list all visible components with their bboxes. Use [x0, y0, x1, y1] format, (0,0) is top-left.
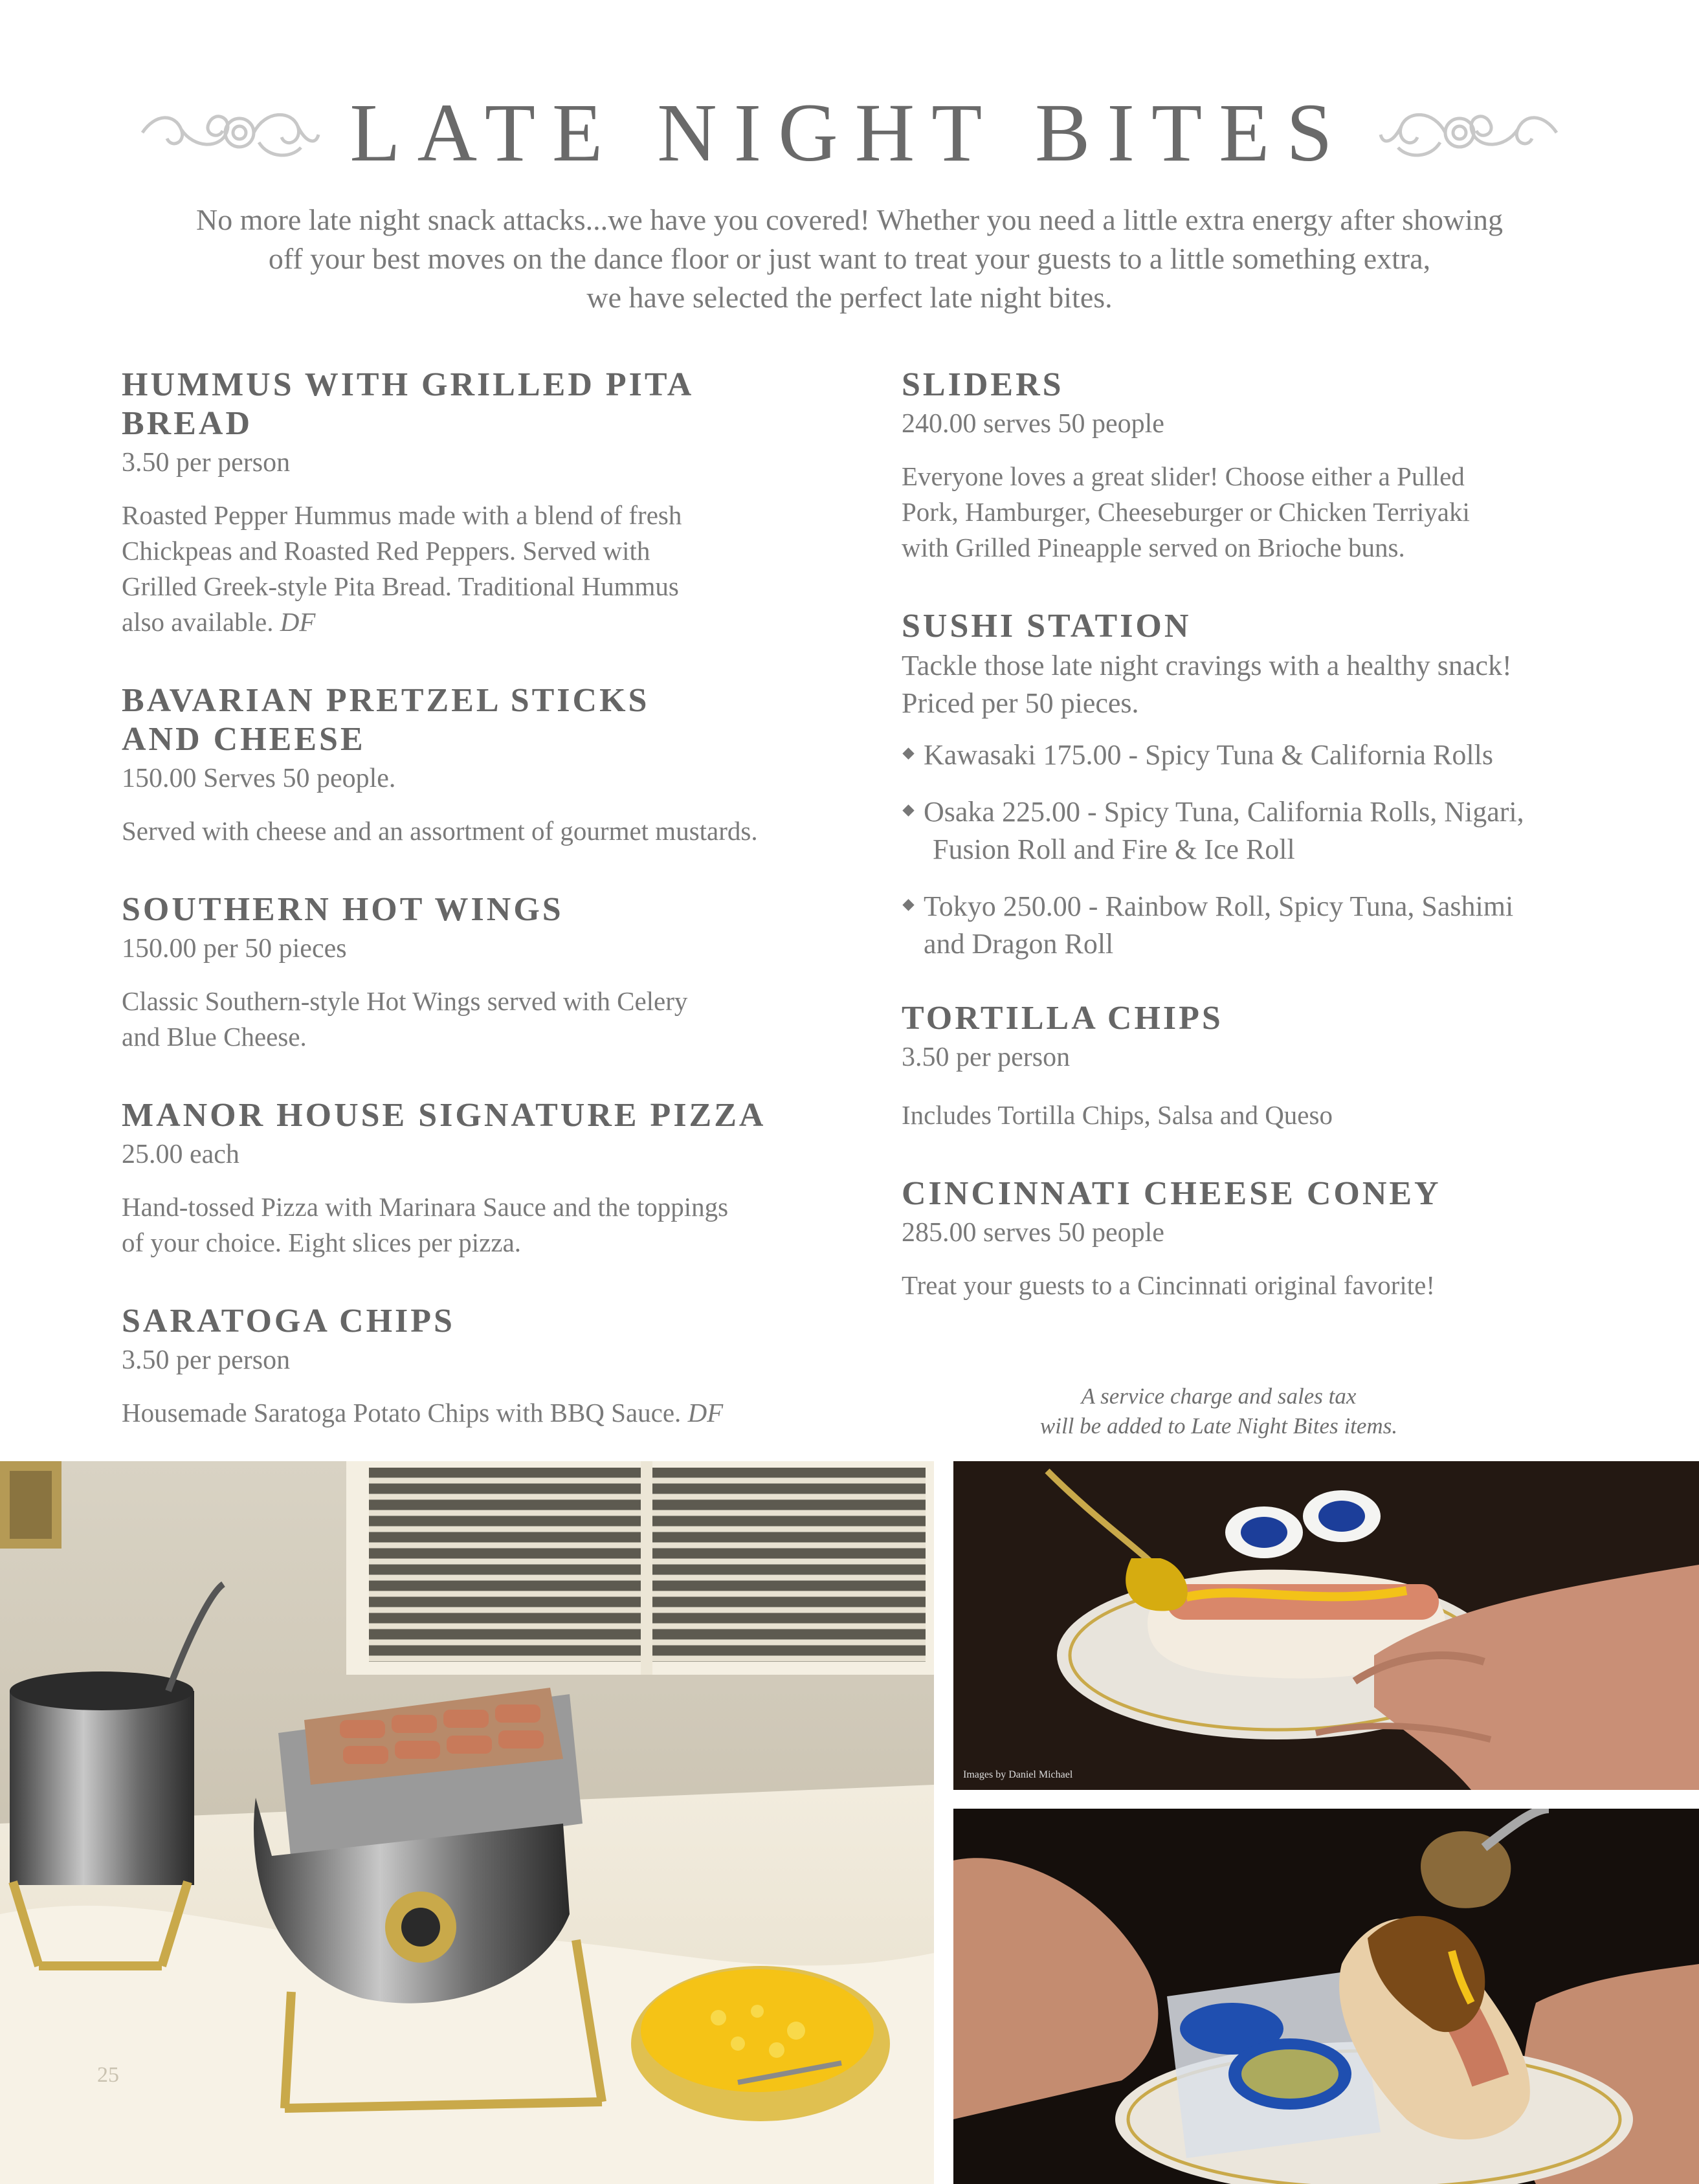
item-description: [122, 813, 834, 849]
desc-line: Classic Southern-style Hot Wings served with Celery: [122, 986, 688, 1016]
desc-line: Chickpeas and Roasted Red Peppers. Served with: [122, 536, 650, 566]
item-name-line: AND CHEESE: [122, 721, 366, 758]
sushi-option: [902, 793, 1601, 868]
option-line: Tokyo 250.00 - Rainbow Roll, Spicy Tuna, Sashimi: [924, 890, 1514, 922]
desc-line: Served with cheese and an assortment of gourmet mustards.: [122, 816, 758, 846]
desc-line: Treat your guests to a Cincinnati original favorite!: [902, 1270, 1436, 1300]
dairy-free-tag: DF: [280, 607, 316, 637]
buffet-photo: [0, 1461, 934, 2184]
desc-line: Roasted Pepper Hummus made with a blend of fresh: [122, 500, 682, 530]
desc-line: Includes Tortilla Chips, Salsa and Queso: [902, 1100, 1333, 1130]
desc-line: Grilled Greek-style Pita Bread. Traditional Hummus: [122, 571, 679, 601]
menu-item-tortilla-chips: [902, 999, 1601, 1133]
hotdog-mustard-photo-icon: [953, 1461, 1699, 1790]
desc-line: also available.: [122, 607, 274, 637]
sushi-option: [902, 736, 1601, 774]
page-number: 25: [97, 2063, 119, 2087]
option-line: Kawasaki 175.00 - Spicy Tuna & California Rolls: [924, 739, 1493, 771]
note-line: will be added to Late Night Bites items.: [1039, 1413, 1398, 1439]
desc-line: Hand-tossed Pizza with Marinara Sauce and the toppings: [122, 1192, 729, 1222]
item-name: SUSHI STATION: [902, 608, 1192, 645]
menu-item-wings: [122, 890, 834, 1055]
diamond-bullet-icon: [902, 804, 914, 816]
item-price: 3.50 per person: [902, 1042, 1071, 1072]
hotdog-photo: [953, 1461, 1699, 1790]
note-line: A service charge and sales tax: [1081, 1384, 1357, 1409]
item-name: MANOR HOUSE SIGNATURE PIZZA: [122, 1097, 766, 1134]
desc-line: of your choice. Eight slices per pizza.: [122, 1228, 522, 1257]
desc-line: and Blue Cheese.: [122, 1022, 307, 1052]
desc-line: Pork, Hamburger, Cheeseburger or Chicken Terriyaki: [902, 497, 1470, 527]
menu-item-cheese-coney: [902, 1175, 1601, 1303]
item-name: CINCINNATI CHEESE CONEY: [902, 1175, 1441, 1212]
item-price: 3.50 per person: [122, 1345, 291, 1375]
intro-line: No more late night snack attacks...we have you covered! Whether you need a little extra energy after showing: [196, 203, 1503, 236]
item-name-line: BAVARIAN PRETZEL STICKS: [122, 682, 650, 719]
item-description: [902, 1098, 1601, 1133]
item-description: [122, 1395, 834, 1431]
item-price: 25.00 each: [122, 1140, 239, 1169]
sushi-options-list: [902, 736, 1601, 963]
item-description: [122, 498, 834, 640]
desc-line: Housemade Saratoga Potato Chips with BBQ Sauce.: [122, 1398, 682, 1428]
left-menu-column: [122, 366, 834, 1472]
page-header: [0, 84, 1699, 317]
buffet-photo-icon: [0, 1461, 934, 2184]
menu-item-pizza: [122, 1096, 834, 1261]
page-title: LATE NIGHT BITES: [350, 87, 1349, 179]
item-price: 285.00 serves 50 people: [902, 1218, 1164, 1248]
item-price: 3.50 per person: [122, 448, 291, 478]
option-line: and Dragon Roll: [924, 928, 1114, 960]
item-name: TORTILLA CHIPS: [902, 1000, 1223, 1037]
diamond-bullet-icon: [902, 747, 914, 759]
dairy-free-tag: DF: [687, 1398, 724, 1428]
item-description: [902, 459, 1601, 566]
cheese-coney-photo: [953, 1809, 1699, 2184]
sushi-option: [902, 888, 1601, 963]
menu-item-sushi-station: [902, 607, 1601, 963]
desc-line: Everyone loves a great slider! Choose either a Pulled: [902, 461, 1465, 491]
left-flourish-icon: [136, 97, 324, 168]
menu-item-hummus: [122, 366, 834, 640]
menu-item-pretzel: [122, 681, 834, 849]
intro-line: Priced per 50 pieces.: [902, 687, 1139, 719]
intro-line: Tackle those late night cravings with a healthy snack!: [902, 650, 1512, 681]
right-flourish-icon: [1375, 97, 1563, 168]
item-price: 240.00 serves 50 people: [902, 409, 1164, 439]
menu-item-saratoga-chips: [122, 1302, 834, 1431]
service-charge-note: [902, 1382, 1536, 1441]
item-name: [122, 681, 834, 759]
sushi-intro: [902, 647, 1601, 722]
right-menu-column: [902, 366, 1601, 1345]
desc-line: with Grilled Pineapple served on Brioche buns.: [902, 533, 1405, 562]
title-row: [0, 84, 1699, 181]
intro-line: off your best moves on the dance floor or just want to treat your guests to a little something extra,: [268, 242, 1431, 275]
intro-paragraph: [105, 201, 1594, 317]
item-name: SOUTHERN HOT WINGS: [122, 891, 564, 928]
diamond-bullet-icon: [902, 899, 914, 910]
cheese-coney-chili-photo-icon: [953, 1809, 1699, 2184]
option-line: Osaka 225.00 - Spicy Tuna, California Rolls, Nigari,: [924, 796, 1524, 828]
item-name: HUMMUS WITH GRILLED PITA BREAD: [122, 366, 693, 442]
menu-item-sliders: [902, 366, 1601, 566]
item-description: [122, 1189, 834, 1261]
item-description: [122, 984, 834, 1055]
item-name: SLIDERS: [902, 366, 1064, 403]
intro-line: we have selected the perfect late night bites.: [586, 281, 1113, 314]
item-description: [902, 1268, 1601, 1303]
item-price: 150.00 per 50 pieces: [122, 934, 347, 964]
option-line: Fusion Roll and Fire & Ice Roll: [933, 833, 1295, 865]
photo-credit: Images by Daniel Michael: [963, 1769, 1073, 1780]
item-name: SARATOGA CHIPS: [122, 1303, 455, 1340]
item-price: 150.00 Serves 50 people.: [122, 764, 396, 793]
